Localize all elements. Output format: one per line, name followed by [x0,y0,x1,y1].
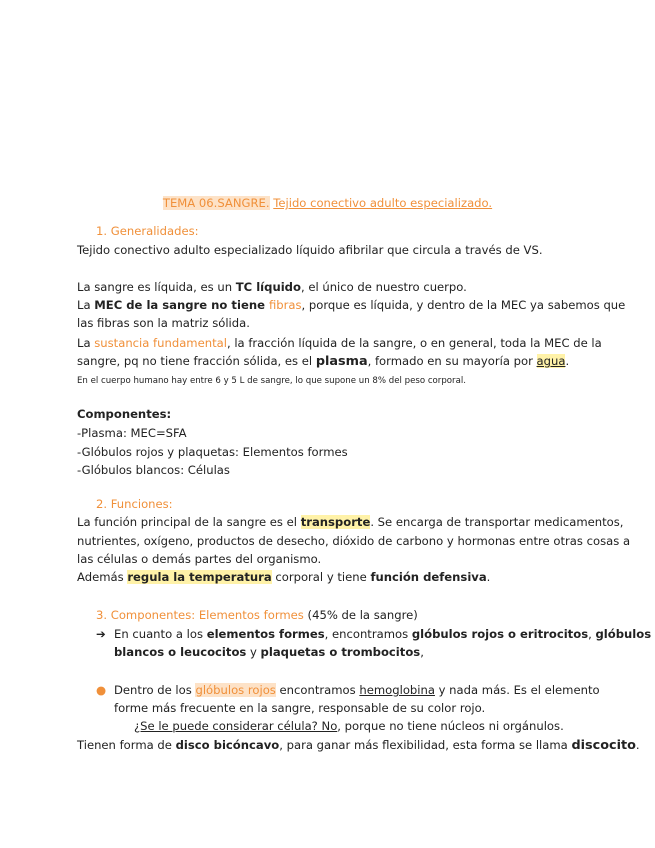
fibras-term: fibras [268,298,302,312]
s2-line-4: Además regula la temperatura corporal y tiene función defensiva. [77,570,491,584]
componentes-title: Componentes: [77,407,172,421]
dot-item-line-1: ● Dentro de los glóbulos rojos encontramos hemoglobina y nada más. Es el elemento [96,683,600,697]
s1-paragraph-3-line-1: La MEC de la sangre no tiene fibras, porque es líquida, y dentro de la MEC ya sabemos que [77,298,626,312]
arrow-bullet-icon: ➔ [96,627,106,641]
hemoglobina-term: hemoglobina [359,683,435,697]
s1-paragraph-4-line-1: La sustancia fundamental, la fracción líquida de la sangre, o en general, toda la MEC de la [77,336,602,350]
dot-bullet-icon: ● [96,683,107,697]
regula-temperatura-term: regula la temperatura [127,570,272,584]
s2-line-1: La función principal de la sangre es el transporte. Se encarga de transportar medicamentos, [77,515,624,529]
s1-paragraph-4-line-2: sangre, pq no tiene fracción sólida, es el plasma, formado en su mayoría por agua. [77,354,570,369]
globulos-rojos-term: glóbulos rojos [195,683,276,697]
s2-line-3: las células o demás partes del organismo. [77,552,322,566]
componente-item: -Glóbulos blancos: Células [77,463,230,477]
arrow-item-line-2: blancos o leucocitos y plaquetas o trombocitos, [114,645,424,659]
sustancia-fundamental-term: sustancia fundamental [94,336,227,350]
agua-term: agua [536,354,566,368]
last-line: Tienen forma de disco bicóncavo, para ganar más flexibilidad, esta forma se llama discocito. [77,738,640,753]
funcion-defensiva-term: función defensiva [370,570,487,584]
arrow-item-line-1: ➔ En cuanto a los elementos formes, encontramos glóbulos rojos o eritrocitos, glóbulos [96,627,652,641]
title-sangre: SANGRE. [217,196,270,210]
s1-small-note: En el cuerpo humano hay entre 6 y 5 L de sangre, lo que supone un 8% del peso corporal. [77,376,466,386]
question-text: ¿Se le puede considerar célula? No [134,719,338,733]
componente-item: -Plasma: MEC=SFA [77,426,187,440]
s2-line-2: nutrientes, oxígeno, productos de desecho, dióxido de carbono y hormonas entre otras cosas a [77,534,631,548]
s1-line-1: Tejido conectivo adulto especializado líquido afibrilar que circula a través de VS. [77,243,543,257]
dot-item-line-2: forme más frecuente en la sangre, responsable de su color rojo. [114,701,486,715]
s1-paragraph-3-line-2: las fibras son la matriz sólida. [77,316,250,330]
plasma-term: plasma [315,354,368,369]
section-2-heading: 2. Funciones: [96,497,173,511]
section-1-heading: 1. Generalidades: [96,224,199,238]
mec-no-fibras: MEC de la sangre no tiene [94,298,269,312]
tc-liquido: TC líquido [235,280,301,294]
section-3-heading: 3. Componentes: Elementos formes (45% de la sangre) [96,608,418,622]
title-tema: TEMA 06. [162,196,218,210]
page-title [0,195,655,211]
title-subtitle: Tejido conectivo adulto especializado. [273,196,493,210]
question-line: ¿Se le puede considerar célula? No, porque no tiene núcleos ni orgánulos. [134,719,564,733]
transporte-term: transporte [300,515,371,529]
s1-paragraph-2: La sangre es líquida, es un TC líquido, el único de nuestro cuerpo. [77,280,467,294]
componente-item: -Glóbulos rojos y plaquetas: Elementos formes [77,445,348,459]
